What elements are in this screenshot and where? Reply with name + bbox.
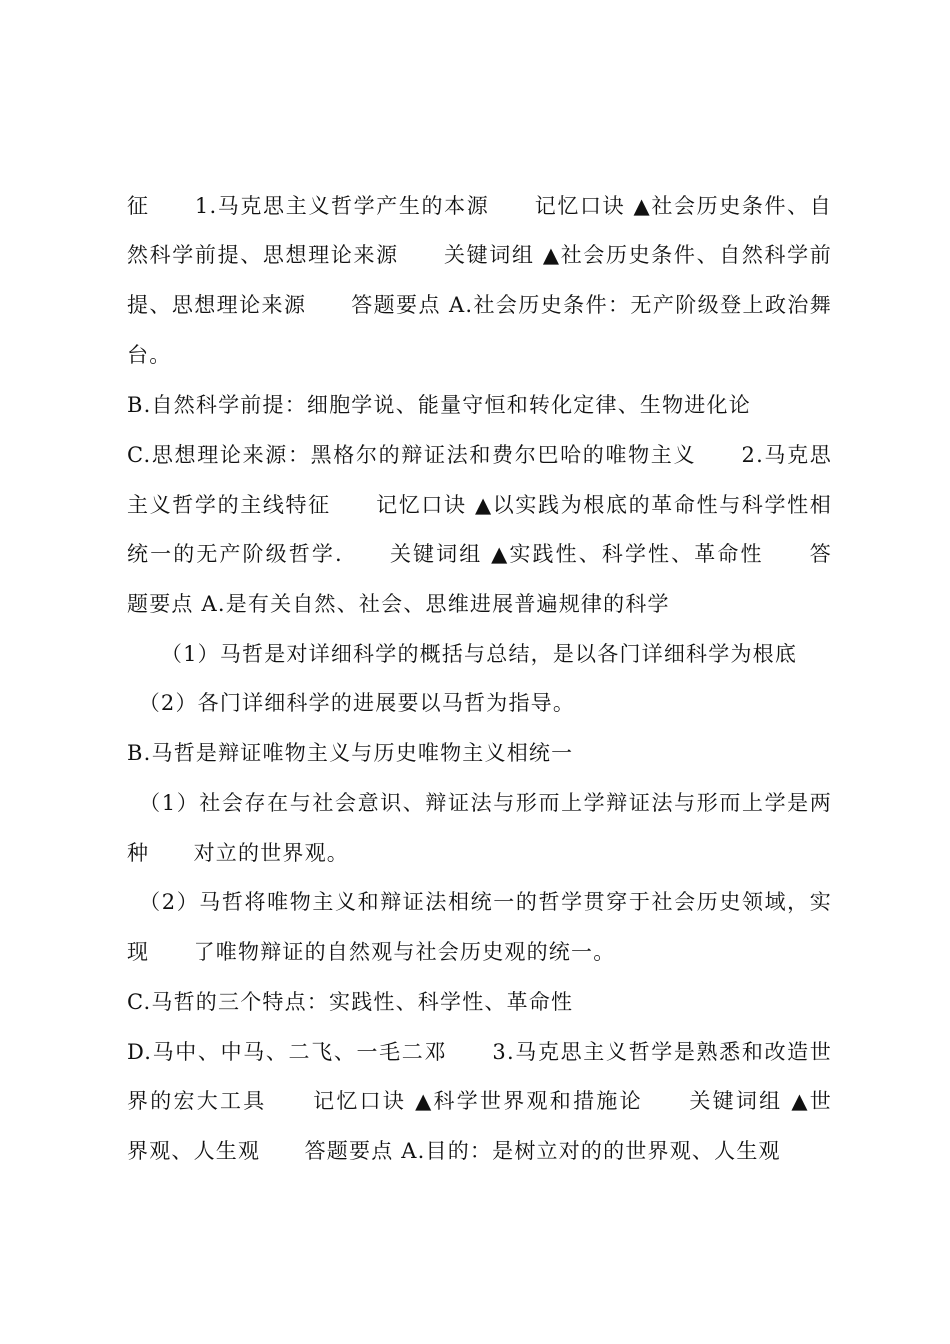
text-line: （1）马哲是对详细科学的概括与总结，是以各门详细科学为根底 <box>127 642 798 666</box>
text-line: （2）各门详细科学的进展要以马哲为指导。 <box>127 691 576 715</box>
text-line: D.马中、中马、二飞、一毛二邓 3.马克思主义哲学是熟悉和改造世 <box>127 1040 832 1064</box>
text-line: 题要点 A.是有关自然、社会、思维进展普遍规律的科学 <box>127 592 670 616</box>
text-line: 提、思想理论来源 答题要点 A.社会历史条件：无产阶级登上政治舞 <box>127 293 832 317</box>
text-line: 界观、人生观 答题要点 A.目的：是树立对的的世界观、人生观 <box>127 1139 781 1163</box>
text-line: 征 1.马克思主义哲学产生的本源 记忆口诀 ▲社会历史条件、自 <box>127 194 832 218</box>
text-line: 统一的无产阶级哲学. 关键词组 ▲实践性、科学性、革命性 答 <box>127 542 832 566</box>
text-line: 现 了唯物辩证的自然观与社会历史观的统一。 <box>127 940 616 964</box>
text-line: 主义哲学的主线特征 记忆口诀 ▲以实践为根底的革命性与科学性相 <box>127 493 832 517</box>
text-line: 种 对立的世界观。 <box>127 841 349 865</box>
text-line: C.思想理论来源：黑格尔的辩证法和费尔巴哈的唯物主义 2.马克思 <box>127 443 832 467</box>
text-line: B.自然科学前提：细胞学说、能量守恒和转化定律、生物进化论 <box>127 393 751 417</box>
text-line: B.马哲是辩证唯物主义与历史唯物主义相统一 <box>127 741 574 765</box>
text-line: C.马哲的三个特点：实践性、科学性、革命性 <box>127 990 574 1014</box>
text-line: （1）社会存在与社会意识、辩证法与形而上学辩证法与形而上学是两 <box>127 791 832 815</box>
text-line: （2）马哲将唯物主义和辩证法相统一的哲学贯穿于社会历史领域，实 <box>127 890 832 914</box>
text-line: 台。 <box>127 343 172 367</box>
text-line: 然科学前提、思想理论来源 关键词组 ▲社会历史条件、自然科学前 <box>127 243 832 267</box>
text-line: 界的宏大工具 记忆口诀 ▲科学世界观和措施论 关键词组 ▲世 <box>127 1089 832 1113</box>
